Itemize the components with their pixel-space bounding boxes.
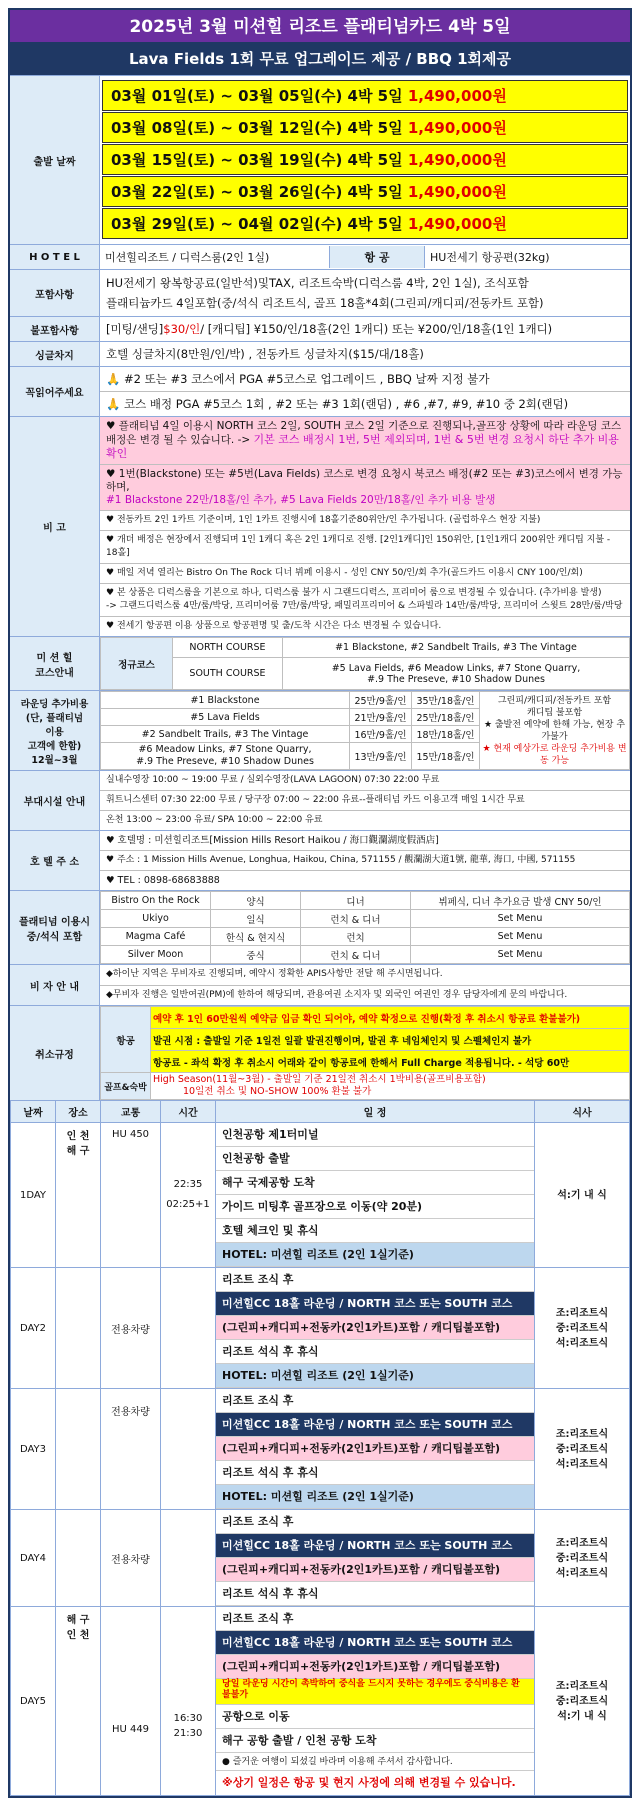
remark-text: 전동카트 2인 1카트 기준이며, 1인 1카트 진행시에 18홀기준80위안/인 추가됩니다. (골럽하우스 현장 지불) bbox=[116, 515, 541, 525]
itin-header: 시간 bbox=[161, 1101, 216, 1123]
date-price: 1,490,000원 bbox=[407, 151, 507, 169]
itin-place bbox=[56, 1389, 101, 1510]
restaurant-note: Set Menu bbox=[411, 946, 630, 964]
north-course-label: NORTH COURSE bbox=[173, 638, 283, 658]
restaurant-type: 한식 & 현지식 bbox=[211, 928, 301, 946]
itin-meal: 조:리조트식 중:리조트식 석:기 내 식 bbox=[535, 1607, 630, 1796]
caution-label: 꼭읽어주세요 bbox=[10, 367, 100, 416]
heart-icon: ♥ bbox=[106, 568, 117, 578]
itin-place: 해 구 인 천 bbox=[56, 1607, 101, 1796]
cancel-section bbox=[10, 1005, 630, 1100]
itin-step: 리조트 조식 후 bbox=[216, 1607, 534, 1631]
date-price: 1,490,000원 bbox=[407, 215, 507, 233]
date-price: 1,490,000원 bbox=[407, 119, 507, 137]
itin-time bbox=[161, 1389, 216, 1510]
remark-text: 개더 배정은 현장에서 진행되며 1인 1캐디 혹은 2인 1캐디로 진행. [2인1캐디]인 150위안, [1인1캐디 200위안 캐디팁 지불 - 18홀] bbox=[106, 535, 611, 558]
restaurant-type: 일식 bbox=[211, 910, 301, 928]
date-price: 1,490,000원 bbox=[407, 183, 507, 201]
itin-step: 리조트 조식 후 bbox=[216, 1389, 534, 1413]
include-line: 플래티늄카드 4일포함(중/석식 리조트식, 골프 18홀*4회(그린피/캐디피/전동카트 포함) bbox=[106, 296, 544, 310]
itin-day: DAY5 bbox=[11, 1607, 56, 1796]
itinerary-table bbox=[10, 1100, 630, 1796]
itin-disclaimer: ※상기 일정은 항공 및 현지 사정에 의해 변경될 수 있습니다. bbox=[222, 1776, 516, 1789]
itin-header: 교통 bbox=[101, 1101, 161, 1123]
itin-day: 1DAY bbox=[11, 1123, 56, 1268]
cancel-label: 취소규정 bbox=[10, 1006, 100, 1100]
extra-9hole: 13만/9홀/인 bbox=[350, 743, 412, 770]
south-course-value: #5 Lava Fields, #6 Meadow Links, #7 Stone Quarry, #.9 The Preseve, #10 Shadow Dunes bbox=[283, 658, 630, 690]
extra-9hole: 16만/9홀/인 bbox=[350, 726, 412, 743]
date-text: 03월 22일(토) ~ 03월 26일(수) 4박 5일 bbox=[111, 183, 403, 201]
include-line: HU전세기 왕복항공료(일반석)및TAX, 리조트숙박(디럭스룸 4박, 2인 1실), 조식포함 bbox=[106, 276, 529, 290]
itin-day-row bbox=[11, 1510, 630, 1607]
date-price: 1,490,000원 bbox=[407, 87, 507, 105]
itin-meal: 석:기 내 식 bbox=[535, 1123, 630, 1268]
itin-day-row bbox=[11, 1123, 630, 1268]
caution-line: #2 또는 #3 코스에서 PGA #5코스로 업그레이드 , BBQ 날짜 지정 불가 bbox=[123, 372, 490, 386]
courses-label: 미 션 힐 코스안내 bbox=[10, 637, 100, 690]
itin-round: 미션힐CC 18홀 라운딩 / NORTH 코스 또는 SOUTH 코스 bbox=[216, 1631, 534, 1655]
facility-line: 온천 13:00 ~ 23:00 유료/ SPA 10:00 ~ 22:00 유료 bbox=[100, 810, 630, 830]
exclude-label: 불포함사항 bbox=[10, 317, 100, 341]
restaurant-type: 양식 bbox=[211, 892, 301, 910]
tour-sheet bbox=[8, 8, 632, 1798]
remark-highlight: 기본 코스 배정시 1번, 5번 제외되며, 1번 & 5번 변경 요청시 하단 추가 비용 확인 bbox=[106, 433, 619, 460]
pray-icon: 🙏 bbox=[106, 372, 124, 386]
caution-section bbox=[10, 366, 630, 416]
remark-text: 전세기 항공편 이용 상품으로 항공편명 및 출/도착 시간은 다소 변경될 수 있습니다. bbox=[116, 621, 442, 631]
date-text: 03월 08일(토) ~ 03월 12일(수) 4박 5일 bbox=[111, 119, 403, 137]
restaurant-note: Set Menu bbox=[411, 910, 630, 928]
facility-label: 부대시설 안내 bbox=[10, 771, 100, 830]
extra-fee-section bbox=[10, 690, 630, 770]
itin-day-row bbox=[11, 1607, 630, 1796]
facility-section bbox=[10, 770, 630, 830]
hotel-phone: TEL : 0898-68683888 bbox=[117, 875, 220, 886]
single-value: 호텔 싱글차지(8만원/인/박) , 전동카트 싱글차지($15/대/18홀) bbox=[106, 347, 424, 361]
cancel-air-rule: 예약 후 1인 60만원씩 예약금 입금 확인 되어야, 예약 확정으로 진행(확정 후 취소시 항공료 환불불가) bbox=[151, 1007, 630, 1029]
restaurant-meal: 런치 & 디너 bbox=[301, 910, 411, 928]
single-label: 싱글차지 bbox=[10, 342, 100, 366]
north-course-value: #1 Blackstone, #2 Sandbelt Trails, #3 The Vintage bbox=[283, 638, 630, 658]
south-course-label: SOUTH COURSE bbox=[173, 658, 283, 690]
restaurant-meal: 런치 & 디너 bbox=[301, 946, 411, 964]
heart-icon: ♥ bbox=[106, 855, 117, 865]
address-label: 호 텔 주 소 bbox=[10, 831, 100, 890]
restaurant-note: Set Menu bbox=[411, 928, 630, 946]
itin-hotel: HOTEL: 미션힐 리조트 (2인 1실기준) bbox=[216, 1485, 534, 1509]
remark-text: 본 상품은 디럭스룸을 기본으로 하나, 디럭스룸 불가 시 그랜드디럭스, 프리미어 룸으로 변경될 수 있습니다. (추가비용 발생) bbox=[116, 588, 602, 598]
itin-round-note: (그린피+캐디피+전동카(2인1카트)포함 / 캐디팁불포함) bbox=[216, 1316, 534, 1340]
itin-step: 해구 공항 출발 / 인천 공항 도착 bbox=[216, 1729, 534, 1753]
heart-icon: ♥ bbox=[106, 835, 118, 846]
pray-icon: 🙏 bbox=[106, 397, 124, 411]
itin-header: 일 정 bbox=[216, 1101, 535, 1123]
hotel-section bbox=[10, 244, 630, 269]
itin-day-row bbox=[11, 1268, 630, 1389]
air-value: HU전세기 항공편(32kg) bbox=[430, 251, 550, 264]
restaurant-meal: 디너 bbox=[301, 892, 411, 910]
heart-icon: ♥ bbox=[106, 621, 117, 631]
restaurant-name: Ukiyo bbox=[101, 910, 211, 928]
exclude-text: [미팅/샌딩] bbox=[106, 322, 164, 336]
air-label: 항 공 bbox=[330, 246, 425, 268]
remark-text: 1번(Blackstone) 또는 #5번(Lava Fields) 코스로 변경 요청시 북코스 배정(#2 또는 #3)코스에서 변경 가능하며, bbox=[106, 468, 623, 493]
heart-icon: ♥ bbox=[106, 420, 119, 432]
restaurant-name: Magma Café bbox=[101, 928, 211, 946]
itin-header: 장소 bbox=[56, 1101, 101, 1123]
itin-time bbox=[161, 1268, 216, 1389]
visa-section bbox=[10, 964, 630, 1005]
itin-round-note: (그린피+캐디피+전동카(2인1카트)포함 / 캐디팁불포함) bbox=[216, 1655, 534, 1679]
remark-highlight: #1 Blackstone 22만/18홀/인 추가, #5 Lava Fields 20만/18홀/인 추가 비용 발생 bbox=[106, 494, 496, 506]
extra-18hole: 15만/18홀/인 bbox=[412, 743, 480, 770]
itin-step: 리조트 석식 후 휴식 bbox=[216, 1582, 534, 1606]
itin-round: 미션힐CC 18홀 라운딩 / NORTH 코스 또는 SOUTH 코스 bbox=[216, 1413, 534, 1437]
itin-step: 리조트 석식 후 휴식 bbox=[216, 1340, 534, 1364]
itin-day-row bbox=[11, 1389, 630, 1510]
itin-round-note: (그린피+캐디피+전동카(2인1카트)포함 / 캐디팁불포함) bbox=[216, 1437, 534, 1461]
facility-line: 휘트니스센터 07:30 22:00 무료 / 당구장 07:00 ~ 22:00 유료--플래티넘 카드 이용고객 매일 1시간 무료 bbox=[100, 790, 630, 810]
itin-lunch-note: 당일 라운딩 시간이 촉박하여 중식을 드시지 못하는 경우에도 중식비용은 환불불가 bbox=[216, 1679, 534, 1705]
itin-place bbox=[56, 1268, 101, 1389]
page-subtitle: Lava Fields 1회 무료 업그레이드 제공 / BBQ 1회제공 bbox=[10, 44, 630, 75]
itin-hotel: HOTEL: 미션힐 리조트 (2인 1실기준) bbox=[216, 1364, 534, 1388]
itin-thanks: ● 즐거운 여행이 되셨길 바라며 이용해 주셔서 감사합니다. bbox=[216, 1753, 534, 1771]
date-row bbox=[102, 176, 628, 207]
itin-time: 16:30 21:30 bbox=[161, 1607, 216, 1796]
cancel-golf-rule: 10일전 취소 및 NO-SHOW 100% 환불 불가 bbox=[183, 1086, 372, 1097]
itin-transport: HU 449 bbox=[101, 1607, 161, 1796]
restaurant-note: 뷔페식, 디너 추가요금 발생 CNY 50/인 bbox=[411, 892, 630, 910]
itin-header: 식사 bbox=[535, 1101, 630, 1123]
single-section bbox=[10, 341, 630, 366]
dates-label: 출발 날짜 bbox=[10, 76, 100, 244]
itin-transport: 전용차량 bbox=[101, 1389, 161, 1510]
hotel-name: 호텔명 : 미션힐리조트[Mission Hills Resort Haikou / 海口觀瀾湖度假酒店] bbox=[117, 835, 439, 846]
extra-course: #6 Meadow Links, #7 Stone Quarry, #.9 The Preseve, #10 Shadow Dunes bbox=[101, 743, 350, 770]
courses-section bbox=[10, 636, 630, 690]
itin-time bbox=[161, 1510, 216, 1607]
cancel-golf-label: 골프&숙박 bbox=[101, 1073, 151, 1100]
caution-line: 코스 배정 PGA #5코스 1회 , #2 또는 #3 1회(랜덤) , #6 ,#7, #9, #10 중 2회(랜덤) bbox=[123, 397, 569, 411]
heart-icon: ♥ bbox=[106, 535, 117, 545]
extra-note: ★ 출발전 예약에 한해 가능, 현장 추가불가 bbox=[483, 719, 626, 742]
itin-day: DAY3 bbox=[11, 1389, 56, 1510]
date-row bbox=[102, 208, 628, 239]
itin-time: 22:35 02:25+1 bbox=[161, 1123, 216, 1268]
extra-warning: ★ 현재 예상가로 라운딩 추가비용 변동 가능 bbox=[482, 743, 627, 766]
remarks-label: 비 고 bbox=[10, 417, 100, 636]
cancel-air-rule: 항공료 - 좌석 확정 후 취소시 어래와 같이 항공료에 한해서 Full Charge 적용됩니다. - 석당 60만 bbox=[151, 1051, 630, 1073]
heart-icon: ♥ bbox=[106, 468, 119, 480]
itin-step: 공항으로 이동 bbox=[216, 1705, 534, 1729]
itin-round: 미션힐CC 18홀 라운딩 / NORTH 코스 또는 SOUTH 코스 bbox=[216, 1292, 534, 1316]
itin-step: 리조트 석식 후 휴식 bbox=[216, 1461, 534, 1485]
itin-day: DAY4 bbox=[11, 1510, 56, 1607]
itin-step: 인천공항 제1터미널 bbox=[216, 1123, 534, 1147]
extra-9hole: 21만/9홀/인 bbox=[350, 709, 412, 726]
itin-transport: HU 450 bbox=[101, 1123, 161, 1268]
restaurant-name: Bistro On the Rock bbox=[101, 892, 211, 910]
itin-round: 미션힐CC 18홀 라운딩 / NORTH 코스 또는 SOUTH 코스 bbox=[216, 1534, 534, 1558]
itin-meal: 조:리조트식 중:리조트식 석:리조트식 bbox=[535, 1268, 630, 1389]
address-section bbox=[10, 830, 630, 890]
extra-18hole: 25만/18홀/인 bbox=[412, 709, 480, 726]
date-text: 03월 29일(토) ~ 04월 02일(수) 4박 5일 bbox=[111, 215, 403, 233]
itin-place: 인 천 해 구 bbox=[56, 1123, 101, 1268]
heart-icon: ♥ bbox=[106, 588, 117, 598]
date-row bbox=[102, 144, 628, 175]
itin-meal: 조:리조트식 중:리조트식 석:리조트식 bbox=[535, 1510, 630, 1607]
visa-line: ◆하이난 지역은 무비자로 진행되며, 예약시 정확한 APIS사항만 전달 해 주시면됩니다. bbox=[106, 969, 443, 979]
heart-icon: ♥ bbox=[106, 875, 118, 886]
itin-meal: 조:리조트식 중:리조트식 석:리조트식 bbox=[535, 1389, 630, 1510]
itin-transport: 전용차량 bbox=[101, 1268, 161, 1389]
hotel-label: H O T E L bbox=[10, 245, 100, 269]
itin-step: 호텔 체크인 및 휴식 bbox=[216, 1219, 534, 1243]
itin-place bbox=[56, 1510, 101, 1607]
extra-18hole: 35만/18홀/인 bbox=[412, 692, 480, 709]
itin-transport: 전용차량 bbox=[101, 1510, 161, 1607]
cancel-air-rule: 발권 시점 : 출발일 기준 1일전 일괄 발권진행이며, 발권 후 네임체인지 및 스펠체인지 불가 bbox=[151, 1029, 630, 1051]
cancel-air-label: 항공 bbox=[101, 1007, 151, 1073]
facility-line: 실내수영장 10:00 ~ 19:00 무료 / 실외수영장(LAVA LAGOON) 07:30 22:00 무료 bbox=[106, 775, 440, 785]
hotel-address: 주소 : 1 Mission Hills Avenue, Longhua, Haikou, China, 571155 / 觀瀾湖大道1號, 龍華, 海口, 中國, 571155 bbox=[116, 855, 576, 865]
date-row bbox=[102, 112, 628, 143]
restaurant-meal: 런치 bbox=[301, 928, 411, 946]
meeting-fee: $30/인 bbox=[163, 322, 201, 336]
extra-note: 그린피/캐디피/전동카트 포함 캐디팁 불포함 bbox=[497, 695, 612, 718]
remark-text: 플래티넘 4일 이용시 NORTH 코스 2일, SOUTH 코스 2일 기준으로 진행되나,골프장 상황에 따라 라운딩 코스 배정은 변경 될 수 있습니다. -> bbox=[106, 420, 622, 446]
caddie-tip: / [캐디팁] ¥150/인/18홀(2인 1캐디) 또는 ¥200/인/18홀(1인 1캐디) bbox=[200, 322, 553, 336]
extra-9hole: 25만/9홀/인 bbox=[350, 692, 412, 709]
exclude-section bbox=[10, 316, 630, 341]
extra-course: #1 Blackstone bbox=[101, 692, 350, 709]
departure-section bbox=[10, 75, 630, 244]
visa-line: ◆무비자 진행은 일반여권(PM)에 한하여 해당되며, 관용여권 소지자 및 외국인 여권인 경우 담당자에게 문의 바랍니다. bbox=[100, 985, 630, 1005]
itin-step: 리조트 조식 후 bbox=[216, 1510, 534, 1534]
itin-day: DAY2 bbox=[11, 1268, 56, 1389]
restaurant-name: Silver Moon bbox=[101, 946, 211, 964]
itin-round-note: (그린피+캐디피+전동카(2인1카트)포함 / 캐디팁불포함) bbox=[216, 1558, 534, 1582]
itin-header: 날짜 bbox=[11, 1101, 56, 1123]
extra-18hole: 18만/18홀/인 bbox=[412, 726, 480, 743]
cancel-golf-rule: High Season(11월~3월) - 출발일 기준 21일전 취소시 1박비용(골프비용포함) bbox=[153, 1074, 486, 1085]
date-text: 03월 01일(토) ~ 03월 05일(수) 4박 5일 bbox=[111, 87, 403, 105]
visa-label: 비 자 안 내 bbox=[10, 965, 100, 1005]
itin-step: 인천공항 출발 bbox=[216, 1147, 534, 1171]
restaurant-type: 중식 bbox=[211, 946, 301, 964]
extra-course: #2 Sandbelt Trails, #3 The Vintage bbox=[101, 726, 350, 743]
itin-step: 리조트 조식 후 bbox=[216, 1268, 534, 1292]
remark-text: 매일 저녁 열리는 Bistro On The Rock 디너 뷔페 이용시 - 성인 CNY 50/인/회 추가(골드카드 이용시 CNY 100/인/회) bbox=[116, 568, 583, 578]
hotel-value: 미션힐리조트 / 디럭스룸(2인 1실) bbox=[100, 246, 330, 268]
heart-icon: ♥ bbox=[106, 515, 117, 525]
itin-hotel: HOTEL: 미션힐 리조트 (2인 1실기준) bbox=[216, 1243, 534, 1267]
extra-fee-label: 라운딩 추가비용 (단, 플래티넘 이용 고객에 한함) 12월~3월 bbox=[10, 691, 100, 770]
extra-course: #5 Lava Fields bbox=[101, 709, 350, 726]
dining-label: 플래티넘 이용시 중/석식 포함 bbox=[10, 891, 100, 964]
remark-text: -> 그랜드디럭스룸 4만/룸/박당, 프리미어룸 7만/룸/박당, 패밀리프리미어 & 스파빌라 14만/룸/박당, 프리미어 스윗트 28만/룸/박당 bbox=[106, 601, 623, 611]
date-row bbox=[102, 80, 628, 111]
include-section bbox=[10, 269, 630, 316]
page-title: 2025년 3월 미션힐 리조트 플래티넘카드 4박 5일 bbox=[10, 10, 630, 44]
course-type: 정규코스 bbox=[101, 638, 173, 690]
include-label: 포함사항 bbox=[10, 270, 100, 316]
date-text: 03월 15일(토) ~ 03월 19일(수) 4박 5일 bbox=[111, 151, 403, 169]
itin-step: 해구 국제공항 도착 bbox=[216, 1171, 534, 1195]
itin-step: 가이드 미팅후 골프장으로 이동(약 20분) bbox=[216, 1195, 534, 1219]
dining-section bbox=[10, 890, 630, 964]
remarks-section bbox=[10, 416, 630, 636]
